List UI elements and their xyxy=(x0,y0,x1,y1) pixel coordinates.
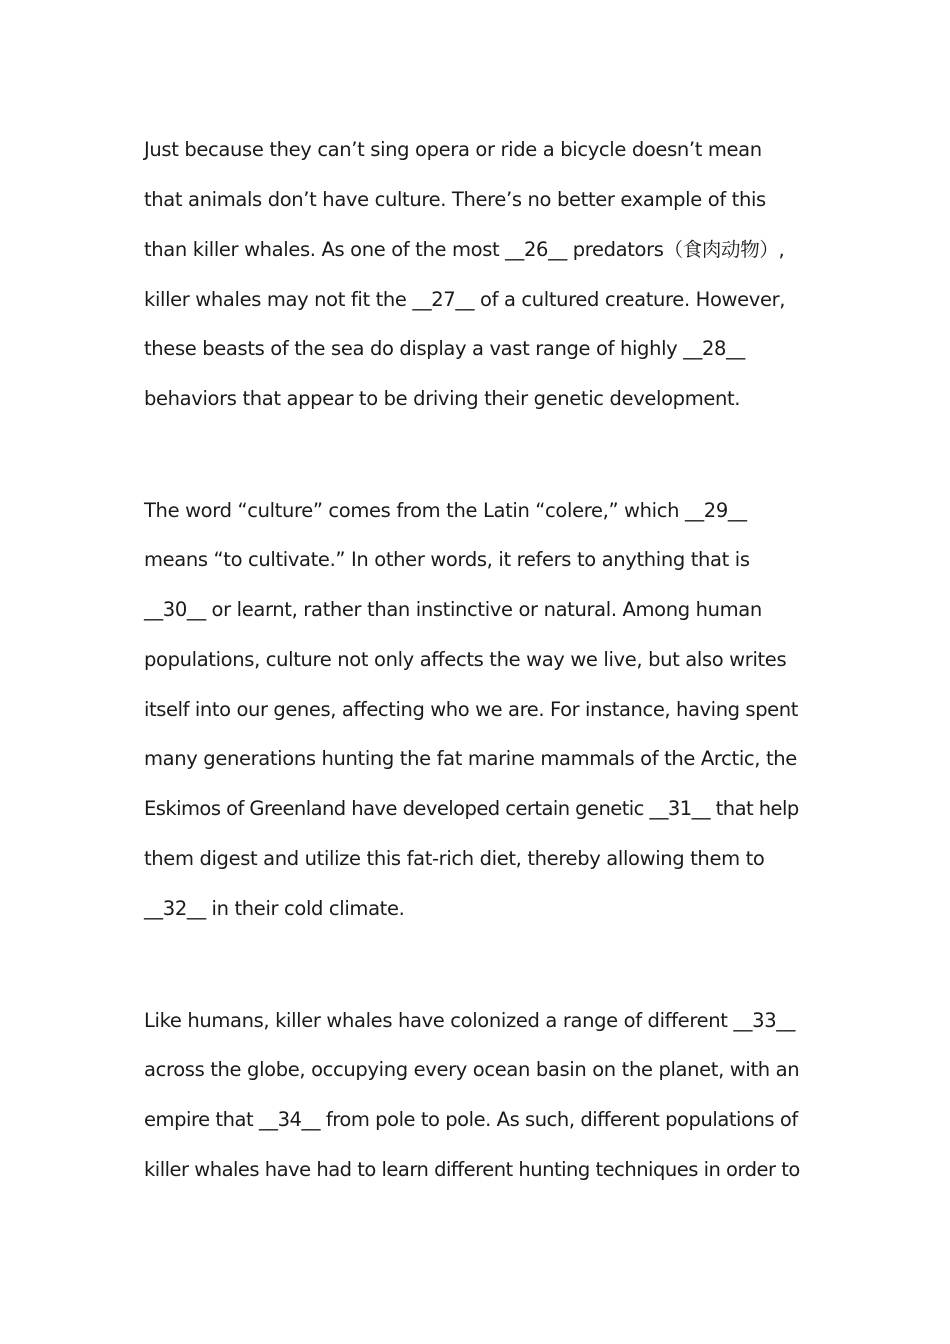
text-line: killer whales may not fit the __27__ of a cultured creature. However, xyxy=(144,288,786,311)
text-line: than killer whales. As one of the most __26__ predators（食肉动物）, xyxy=(144,238,785,261)
text-line: populations, culture not only affects the way we live, but also writes xyxy=(144,648,787,671)
text-line: that animals don’t have culture. There’s no better example of this xyxy=(144,188,766,211)
text-line: killer whales have had to learn different hunting techniques in order to xyxy=(144,1158,800,1181)
text-line: Just because they can’t sing opera or ride a bicycle doesn’t mean xyxy=(144,138,762,161)
text-line: itself into our genes, affecting who we are. For instance, having spent xyxy=(144,698,798,721)
text-line: empire that __34__ from pole to pole. As such, different populations of xyxy=(144,1108,798,1131)
text-line: __30__ or learnt, rather than instinctive or natural. Among human xyxy=(144,598,762,621)
text-line: these beasts of the sea do display a vast range of highly __28__ xyxy=(144,337,745,360)
text-line: across the globe, occupying every ocean basin on the planet, with an xyxy=(144,1058,800,1081)
text-line: many generations hunting the fat marine mammals of the Arctic, the xyxy=(144,747,797,770)
text-line: Eskimos of Greenland have developed certain genetic __31__ that help xyxy=(144,797,799,820)
text-line: The word “culture” comes from the Latin “colere,” which __29__ xyxy=(144,499,747,522)
text-line: them digest and utilize this fat-rich diet, thereby allowing them to xyxy=(144,847,765,870)
text-line: Like humans, killer whales have colonized a range of different __33__ xyxy=(144,1009,796,1032)
text-line: __32__ in their cold climate. xyxy=(144,897,405,920)
text-line: behaviors that appear to be driving their genetic development. xyxy=(144,387,741,410)
text-line: means “to cultivate.” In other words, it refers to anything that is xyxy=(144,548,750,571)
